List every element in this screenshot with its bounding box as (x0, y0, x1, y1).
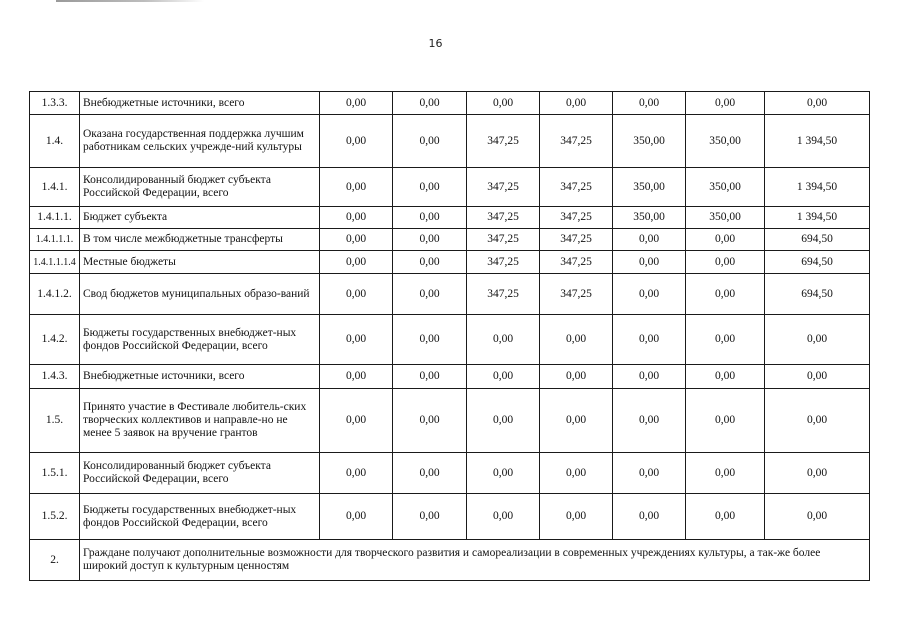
value-cell: 0,00 (540, 453, 613, 494)
budget-table (29, 91, 870, 581)
value-cell: 347,25 (540, 229, 613, 251)
value-cell: 694,50 (765, 251, 870, 274)
value-cell: 347,25 (467, 251, 540, 274)
value-cell: 0,00 (393, 274, 467, 315)
value-cell: 0,00 (613, 365, 686, 389)
row-code: 1.4.1. (30, 168, 80, 207)
value-cell: 0,00 (320, 229, 393, 251)
table-row (30, 453, 870, 494)
table-row (30, 365, 870, 389)
value-cell: 0,00 (320, 365, 393, 389)
value-cell: 0,00 (613, 92, 686, 115)
value-cell: 0,00 (393, 92, 467, 115)
value-cell: 0,00 (540, 315, 613, 365)
value-cell: 347,25 (540, 274, 613, 315)
value-cell: 0,00 (686, 274, 765, 315)
value-cell: 0,00 (393, 389, 467, 453)
value-cell: 0,00 (320, 207, 393, 229)
value-cell: 0,00 (393, 365, 467, 389)
value-cell: 347,25 (540, 115, 613, 168)
value-cell: 347,25 (540, 168, 613, 207)
value-cell: 347,25 (467, 229, 540, 251)
value-cell: 0,00 (320, 274, 393, 315)
row-code: 1.5.1. (30, 453, 80, 494)
row-code: 1.4.2. (30, 315, 80, 365)
value-cell: 0,00 (393, 229, 467, 251)
row-description: Консолидированный бюджет субъекта Российской Федерации, всего (80, 168, 320, 207)
row-description: Бюджет субъекта (80, 207, 320, 229)
value-cell: 0,00 (393, 315, 467, 365)
value-cell: 0,00 (393, 494, 467, 540)
value-cell: 1 394,50 (765, 115, 870, 168)
row-code: 1.4.3. (30, 365, 80, 389)
value-cell: 0,00 (765, 389, 870, 453)
table-row (30, 389, 870, 453)
value-cell: 347,25 (540, 251, 613, 274)
table-row-final (30, 540, 870, 581)
value-cell: 0,00 (613, 229, 686, 251)
value-cell: 0,00 (686, 365, 765, 389)
value-cell: 1 394,50 (765, 207, 870, 229)
value-cell: 0,00 (393, 453, 467, 494)
value-cell: 0,00 (320, 315, 393, 365)
value-cell: 0,00 (320, 453, 393, 494)
value-cell: 0,00 (540, 92, 613, 115)
value-cell: 0,00 (686, 92, 765, 115)
value-cell: 0,00 (686, 315, 765, 365)
row-description: Консолидированный бюджет субъекта Российской Федерации, всего (80, 453, 320, 494)
value-cell: 0,00 (686, 453, 765, 494)
value-cell: 0,00 (765, 494, 870, 540)
value-cell: 0,00 (765, 92, 870, 115)
row-code: 1.5.2. (30, 494, 80, 540)
table-row (30, 168, 870, 207)
value-cell: 0,00 (320, 494, 393, 540)
value-cell: 0,00 (467, 494, 540, 540)
scan-artifact-line (56, 0, 204, 2)
value-cell: 694,50 (765, 229, 870, 251)
value-cell: 1 394,50 (765, 168, 870, 207)
table-row (30, 494, 870, 540)
table-row (30, 251, 870, 274)
value-cell: 0,00 (686, 229, 765, 251)
row-description: Бюджеты государственных внебюджет-ных фондов Российской Федерации, всего (80, 494, 320, 540)
value-cell: 0,00 (467, 315, 540, 365)
row-description: Внебюджетные источники, всего (80, 92, 320, 115)
value-cell: 350,00 (613, 207, 686, 229)
row-description-wide: Граждане получают дополнительные возможности для творческого развития и самореализации в современных учреждениях культуры, а так-же более широкий доступ к культурным ценностям (80, 540, 870, 581)
value-cell: 347,25 (467, 274, 540, 315)
row-code: 1.4. (30, 115, 80, 168)
value-cell: 0,00 (613, 315, 686, 365)
value-cell: 0,00 (393, 168, 467, 207)
value-cell: 347,25 (467, 115, 540, 168)
row-code: 2. (30, 540, 80, 581)
row-code: 1.4.1.1.1. (30, 229, 80, 251)
value-cell: 0,00 (320, 92, 393, 115)
value-cell: 0,00 (686, 389, 765, 453)
value-cell: 0,00 (765, 315, 870, 365)
value-cell: 0,00 (320, 251, 393, 274)
value-cell: 350,00 (686, 168, 765, 207)
row-description: Свод бюджетов муниципальных образо-ваний (80, 274, 320, 315)
value-cell: 694,50 (765, 274, 870, 315)
value-cell: 0,00 (540, 365, 613, 389)
value-cell: 0,00 (613, 453, 686, 494)
table-row (30, 115, 870, 168)
value-cell: 0,00 (467, 389, 540, 453)
table-row (30, 274, 870, 315)
value-cell: 0,00 (320, 168, 393, 207)
value-cell: 0,00 (393, 115, 467, 168)
value-cell: 350,00 (686, 207, 765, 229)
page-number: 16 (428, 37, 443, 50)
row-code: 1.5. (30, 389, 80, 453)
row-code: 1.4.1.1. (30, 207, 80, 229)
value-cell: 0,00 (686, 494, 765, 540)
row-code: 1.3.3. (30, 92, 80, 115)
value-cell: 0,00 (540, 389, 613, 453)
row-description: Бюджеты государственных внебюджет-ных фондов Российской Федерации, всего (80, 315, 320, 365)
value-cell: 0,00 (613, 251, 686, 274)
table-row (30, 92, 870, 115)
value-cell: 0,00 (613, 274, 686, 315)
row-description: В том числе межбюджетные трансферты (80, 229, 320, 251)
table-row (30, 229, 870, 251)
row-description: Принято участие в Фестивале любитель-ских творческих коллективов и направле-но не менее 5 заявок на вручение грантов (80, 389, 320, 453)
value-cell: 350,00 (613, 115, 686, 168)
value-cell: 0,00 (765, 365, 870, 389)
value-cell: 0,00 (540, 494, 613, 540)
value-cell: 0,00 (686, 251, 765, 274)
value-cell: 0,00 (765, 453, 870, 494)
value-cell: 0,00 (467, 453, 540, 494)
value-cell: 0,00 (467, 365, 540, 389)
value-cell: 347,25 (467, 168, 540, 207)
value-cell: 350,00 (686, 115, 765, 168)
value-cell: 347,25 (467, 207, 540, 229)
row-code: 1.4.1.2. (30, 274, 80, 315)
value-cell: 0,00 (613, 494, 686, 540)
value-cell: 0,00 (393, 207, 467, 229)
value-cell: 347,25 (540, 207, 613, 229)
table-row (30, 315, 870, 365)
table-row (30, 207, 870, 229)
value-cell: 350,00 (613, 168, 686, 207)
row-description: Внебюджетные источники, всего (80, 365, 320, 389)
value-cell: 0,00 (393, 251, 467, 274)
value-cell: 0,00 (320, 115, 393, 168)
value-cell: 0,00 (467, 92, 540, 115)
row-code: 1.4.1.1.1.4 (30, 251, 80, 274)
value-cell: 0,00 (320, 389, 393, 453)
value-cell: 0,00 (613, 389, 686, 453)
row-description: Оказана государственная поддержка лучшим работникам сельских учрежде-ний культуры (80, 115, 320, 168)
row-description: Местные бюджеты (80, 251, 320, 274)
